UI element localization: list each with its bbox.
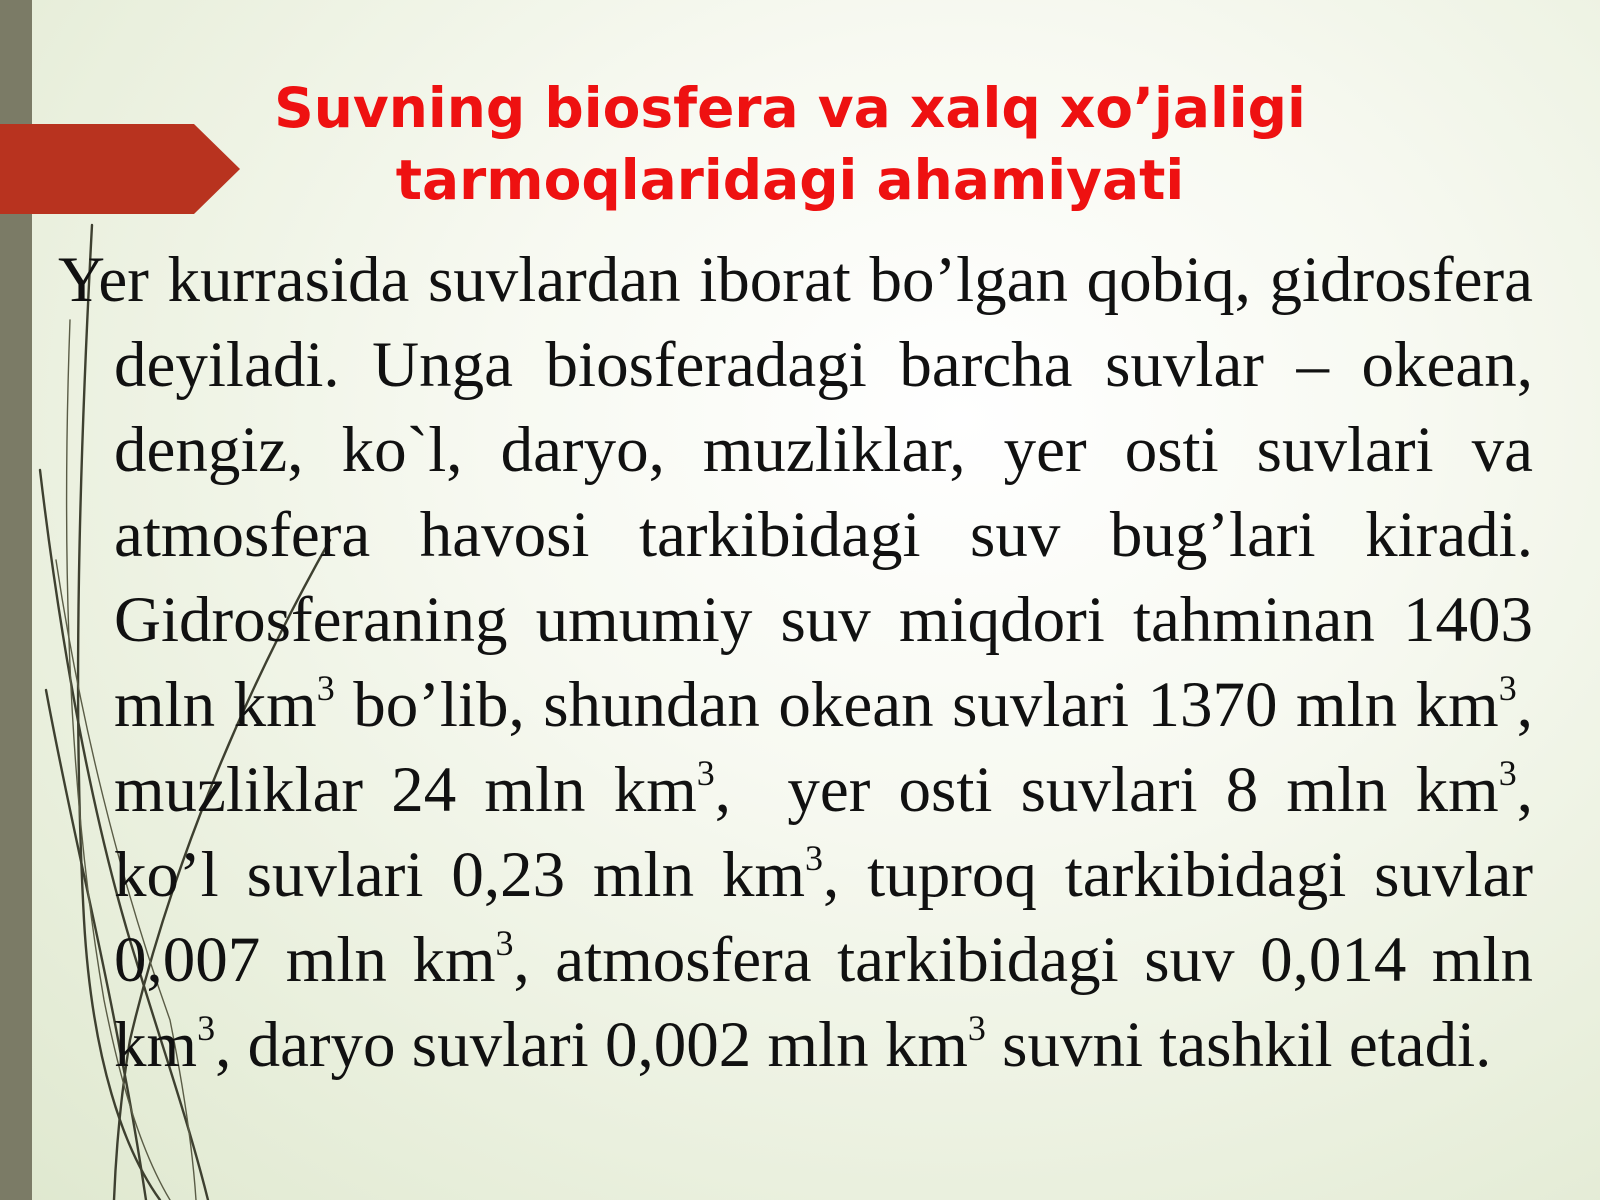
superscript-cubed: 3 — [696, 753, 715, 793]
title-arrow-shape — [0, 124, 240, 214]
body-paragraph — [58, 238, 1533, 1088]
body-text-segment: bo’lib, shundan okean suvlari 1370 mln km — [334, 669, 1499, 741]
body-text-segment: Yer kurrasida suvlardan iborat bo’lgan qobiq, gidrosfera deyiladi. Unga biosferadagi barcha suvlar – okean, dengiz, ko`l, daryo, muzliklar, yer osti suvlari va atmosfera havosi tarkibidagi suv bug’lari kiradi. Gidrosferaning umumiy suv miqdori tahminan 1403 mln km — [58, 244, 1533, 741]
superscript-cubed: 3 — [316, 668, 335, 708]
superscript-cubed: 3 — [1498, 668, 1517, 708]
slide-title-line-1: Suvning biosfera va xalq xo’jaligi — [274, 76, 1306, 140]
slide-title — [240, 72, 1340, 216]
superscript-cubed: 3 — [805, 838, 824, 878]
body-text-segment: , atmosfera tarkibidagi suv 0,014 mln km — [114, 924, 1533, 1081]
superscript-cubed: 3 — [967, 1008, 986, 1048]
superscript-cubed: 3 — [1498, 753, 1517, 793]
superscript-cubed: 3 — [495, 923, 514, 963]
body-text-segment: , muzliklar 24 mln km — [114, 669, 1533, 826]
slide-title-line-2: tarmoqlaridagi ahamiyati — [395, 148, 1185, 212]
body-text-segment: , daryo suvlari 0,002 mln km — [215, 1009, 968, 1081]
body-text-segment: , yer osti suvlari 8 mln km — [714, 754, 1499, 826]
superscript-cubed: 3 — [197, 1008, 216, 1048]
body-text-segment: suvni tashkil etadi. — [985, 1009, 1492, 1081]
body-text-segment: , ko’l suvlari 0,23 mln km — [114, 754, 1533, 911]
body-text-segment: , tuproq tarkibidagi suvlar 0,007 mln km — [114, 839, 1534, 996]
